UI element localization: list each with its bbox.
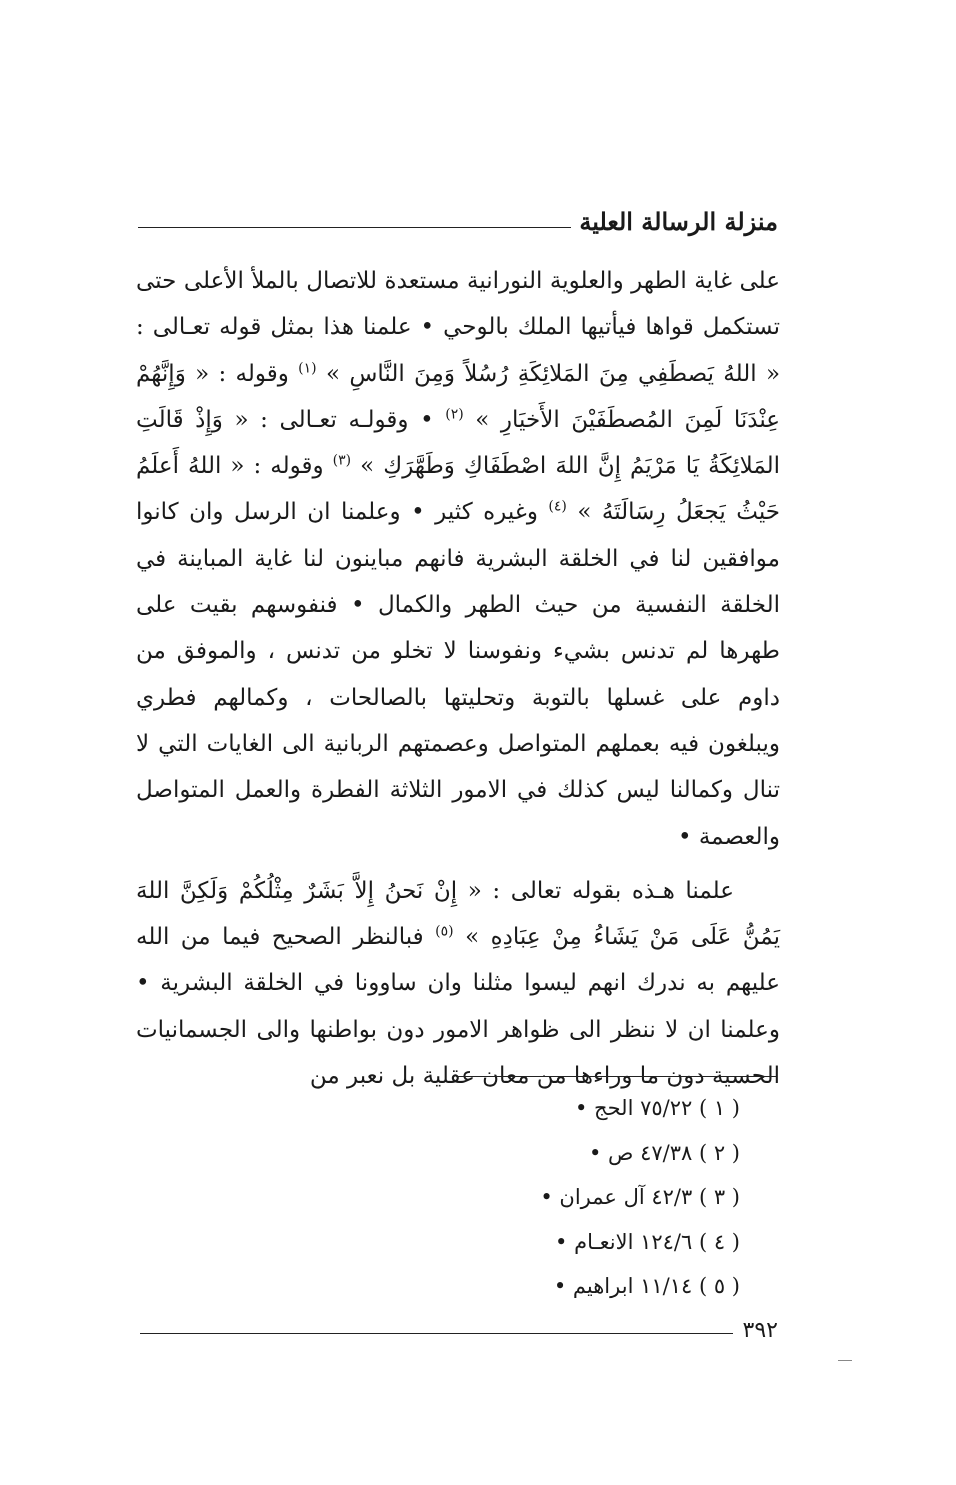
page-footer [140, 1318, 778, 1343]
footnote-item: ( ٣ ) ٤٢/٣ آل عمران • [540, 1185, 740, 1209]
page-header [138, 196, 778, 236]
footnote-marker: (٢) [445, 406, 464, 423]
text-run: على غاية الطهر والعلوية النورانية مستعدة للاتصال بالملأ الأعلى حتى تستكمل قواها فيأتيها الملك بالوحي • علمنا هذا بمثل قوله تعـالى : « اللهُ يَصطَفِي مِنَ المَلائِكَةِ رُسُلاً وَمِنَ النَّاسِ » [136, 268, 781, 387]
footnote-item: ( ٥ ) ١١/١٤ ابراهيم • [553, 1274, 740, 1298]
footnote-item: ( ١ ) ٧٥/٢٢ الحج • [575, 1096, 740, 1120]
text-run: • وقولـه تعـالى : « وَإِذْ قَالَتِ المَلائِكَةُ يَا مَرْيَمُ إِنَّ اللهَ اصْطَفَاكِ وَطَهَّرَكِ » [136, 406, 781, 480]
footnote-marker: (٣) [332, 452, 352, 469]
text-run: وقوله : « وَإِنَّهُمْ عِنْدَنَا لَمِنَ المُصطَفَيْنَ الأَخيَارِ » [136, 360, 780, 433]
footnote-item: ( ٤ ) ١٢٤/٦ الانعـام • [555, 1229, 740, 1254]
footnote-marker: (١) [298, 359, 317, 376]
header-rule [138, 227, 571, 228]
footnote-item: ( ٢ ) ٤٧/٣٨ ص • [588, 1140, 740, 1165]
footnote-marker: (٥) [435, 923, 454, 940]
text-run: علمنا هـذه بقوله تعالى : « إِنْ نَحنُ إِلاَّ بَشَرٌ مِثْلُكُمْ وَلَكِنَّ اللهَ يَمُنُّ عَلَى مَنْ يَشَاءُ مِنْ عِبَادِهِ » [136, 877, 781, 951]
text-run: وقوله : « اللهُ أَعلَمُ حَيْثُ يَجعَلُ رِسَالَتَهُ » [136, 453, 780, 526]
paragraph [136, 868, 780, 1099]
paragraph [136, 258, 780, 860]
text-run: فبالنظر الصحيح فيما من الله عليهم به ندرك انهم ليسوا مثلنا وان ساوونا في الخلقة البشرية • وعلمنا ان لا ننظر الى ظواهر الامور دون بواطنها والى الجسمانيات الحسية دون ما وراءها من معان عقلية بل نعبر من [136, 924, 781, 1090]
page-number: ٣٩٢ [742, 1318, 778, 1343]
body-text [136, 258, 780, 1099]
footnote-rule [458, 1076, 776, 1077]
running-title: منزلة الرسالة العلية [579, 207, 778, 236]
text-run: وغيره كثير • وعلمنا ان الرسل وان كانوا موافقين لنا في الخلقة البشرية فانهم مباينون لنا غاية المباينة في الخلقة النفسية من حيث الطهر والكمال • فنفوسهم بقيت على طهرها لم تدنس بشيء ونفوسنا لا تخلو من تدنس ، والموفق من داوم على غسلها بالتوبة وتحليتها بالصالحات ، وكمالهم فطري ويبلغون فيه بعملهم المتواصل وعصمتهم الربانية الى الغايات التي لا تنال وكمالنا ليس كذلك في الامور الثلاثة الفطرة والعمل المتواصل والعصمة • [136, 499, 780, 850]
scan-edge-mark [838, 1360, 852, 1361]
footnotes-list [300, 1086, 740, 1309]
footer-rule [140, 1333, 733, 1334]
footnote-marker: (٤) [548, 498, 567, 515]
